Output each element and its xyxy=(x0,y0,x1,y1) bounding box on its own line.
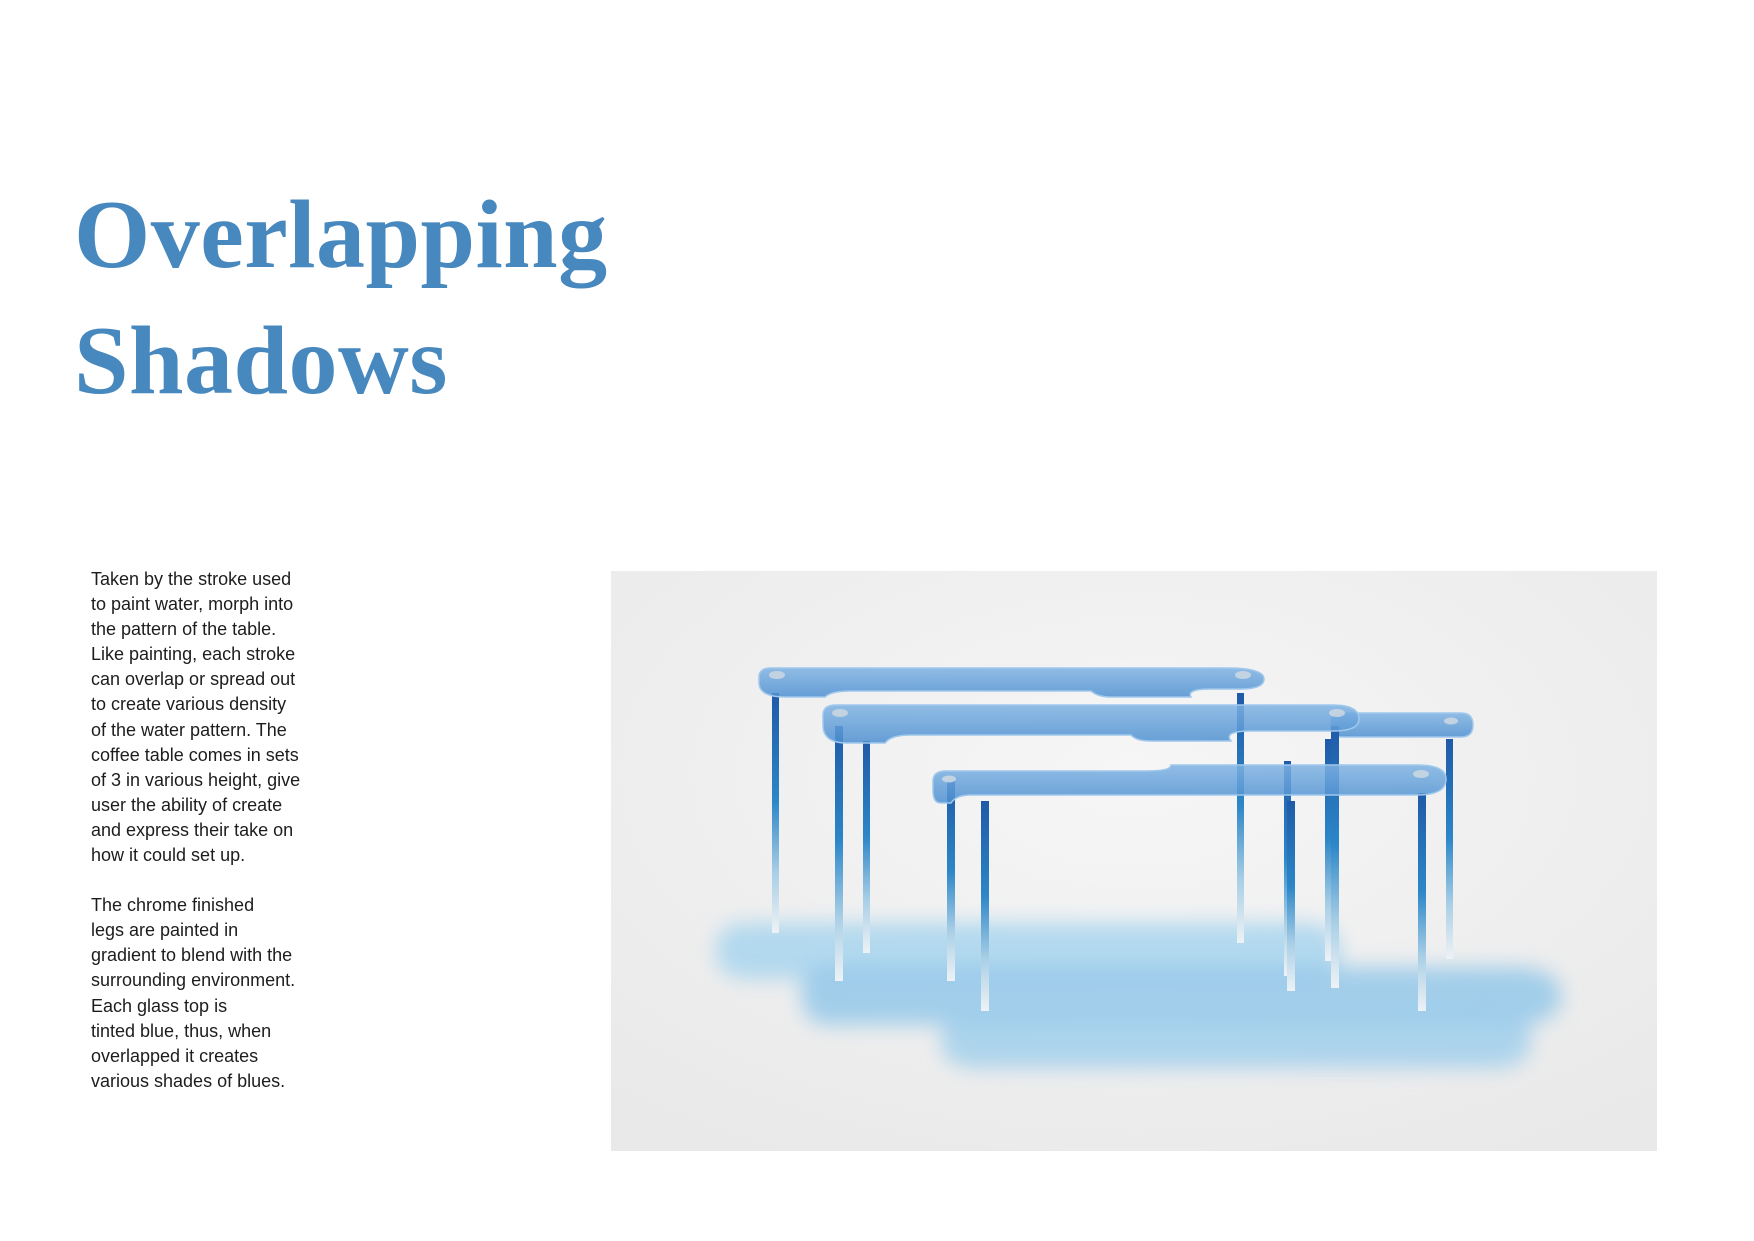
title-line-1: Overlapping xyxy=(74,181,608,289)
title-line-2: Shadows xyxy=(74,307,448,415)
description-paragraph-2: The chrome finished legs are painted in gradient to blend with the surrounding environment. Each glass top is tinted blue, thus, when overlapped it creates various shades of blues. xyxy=(91,895,296,1091)
page-title xyxy=(74,172,608,424)
product-photo xyxy=(611,571,1657,1151)
description-paragraph-1: Taken by the stroke used to paint water, morph into the pattern of the table. Like painting, each stroke can overlap or spread out to create various density of the water pattern. The coffee table comes in sets of 3 in various height, give user the ability of create and express their take on how it could set up. xyxy=(91,569,301,866)
tables-illustration xyxy=(611,571,1657,1151)
description xyxy=(91,567,351,1094)
